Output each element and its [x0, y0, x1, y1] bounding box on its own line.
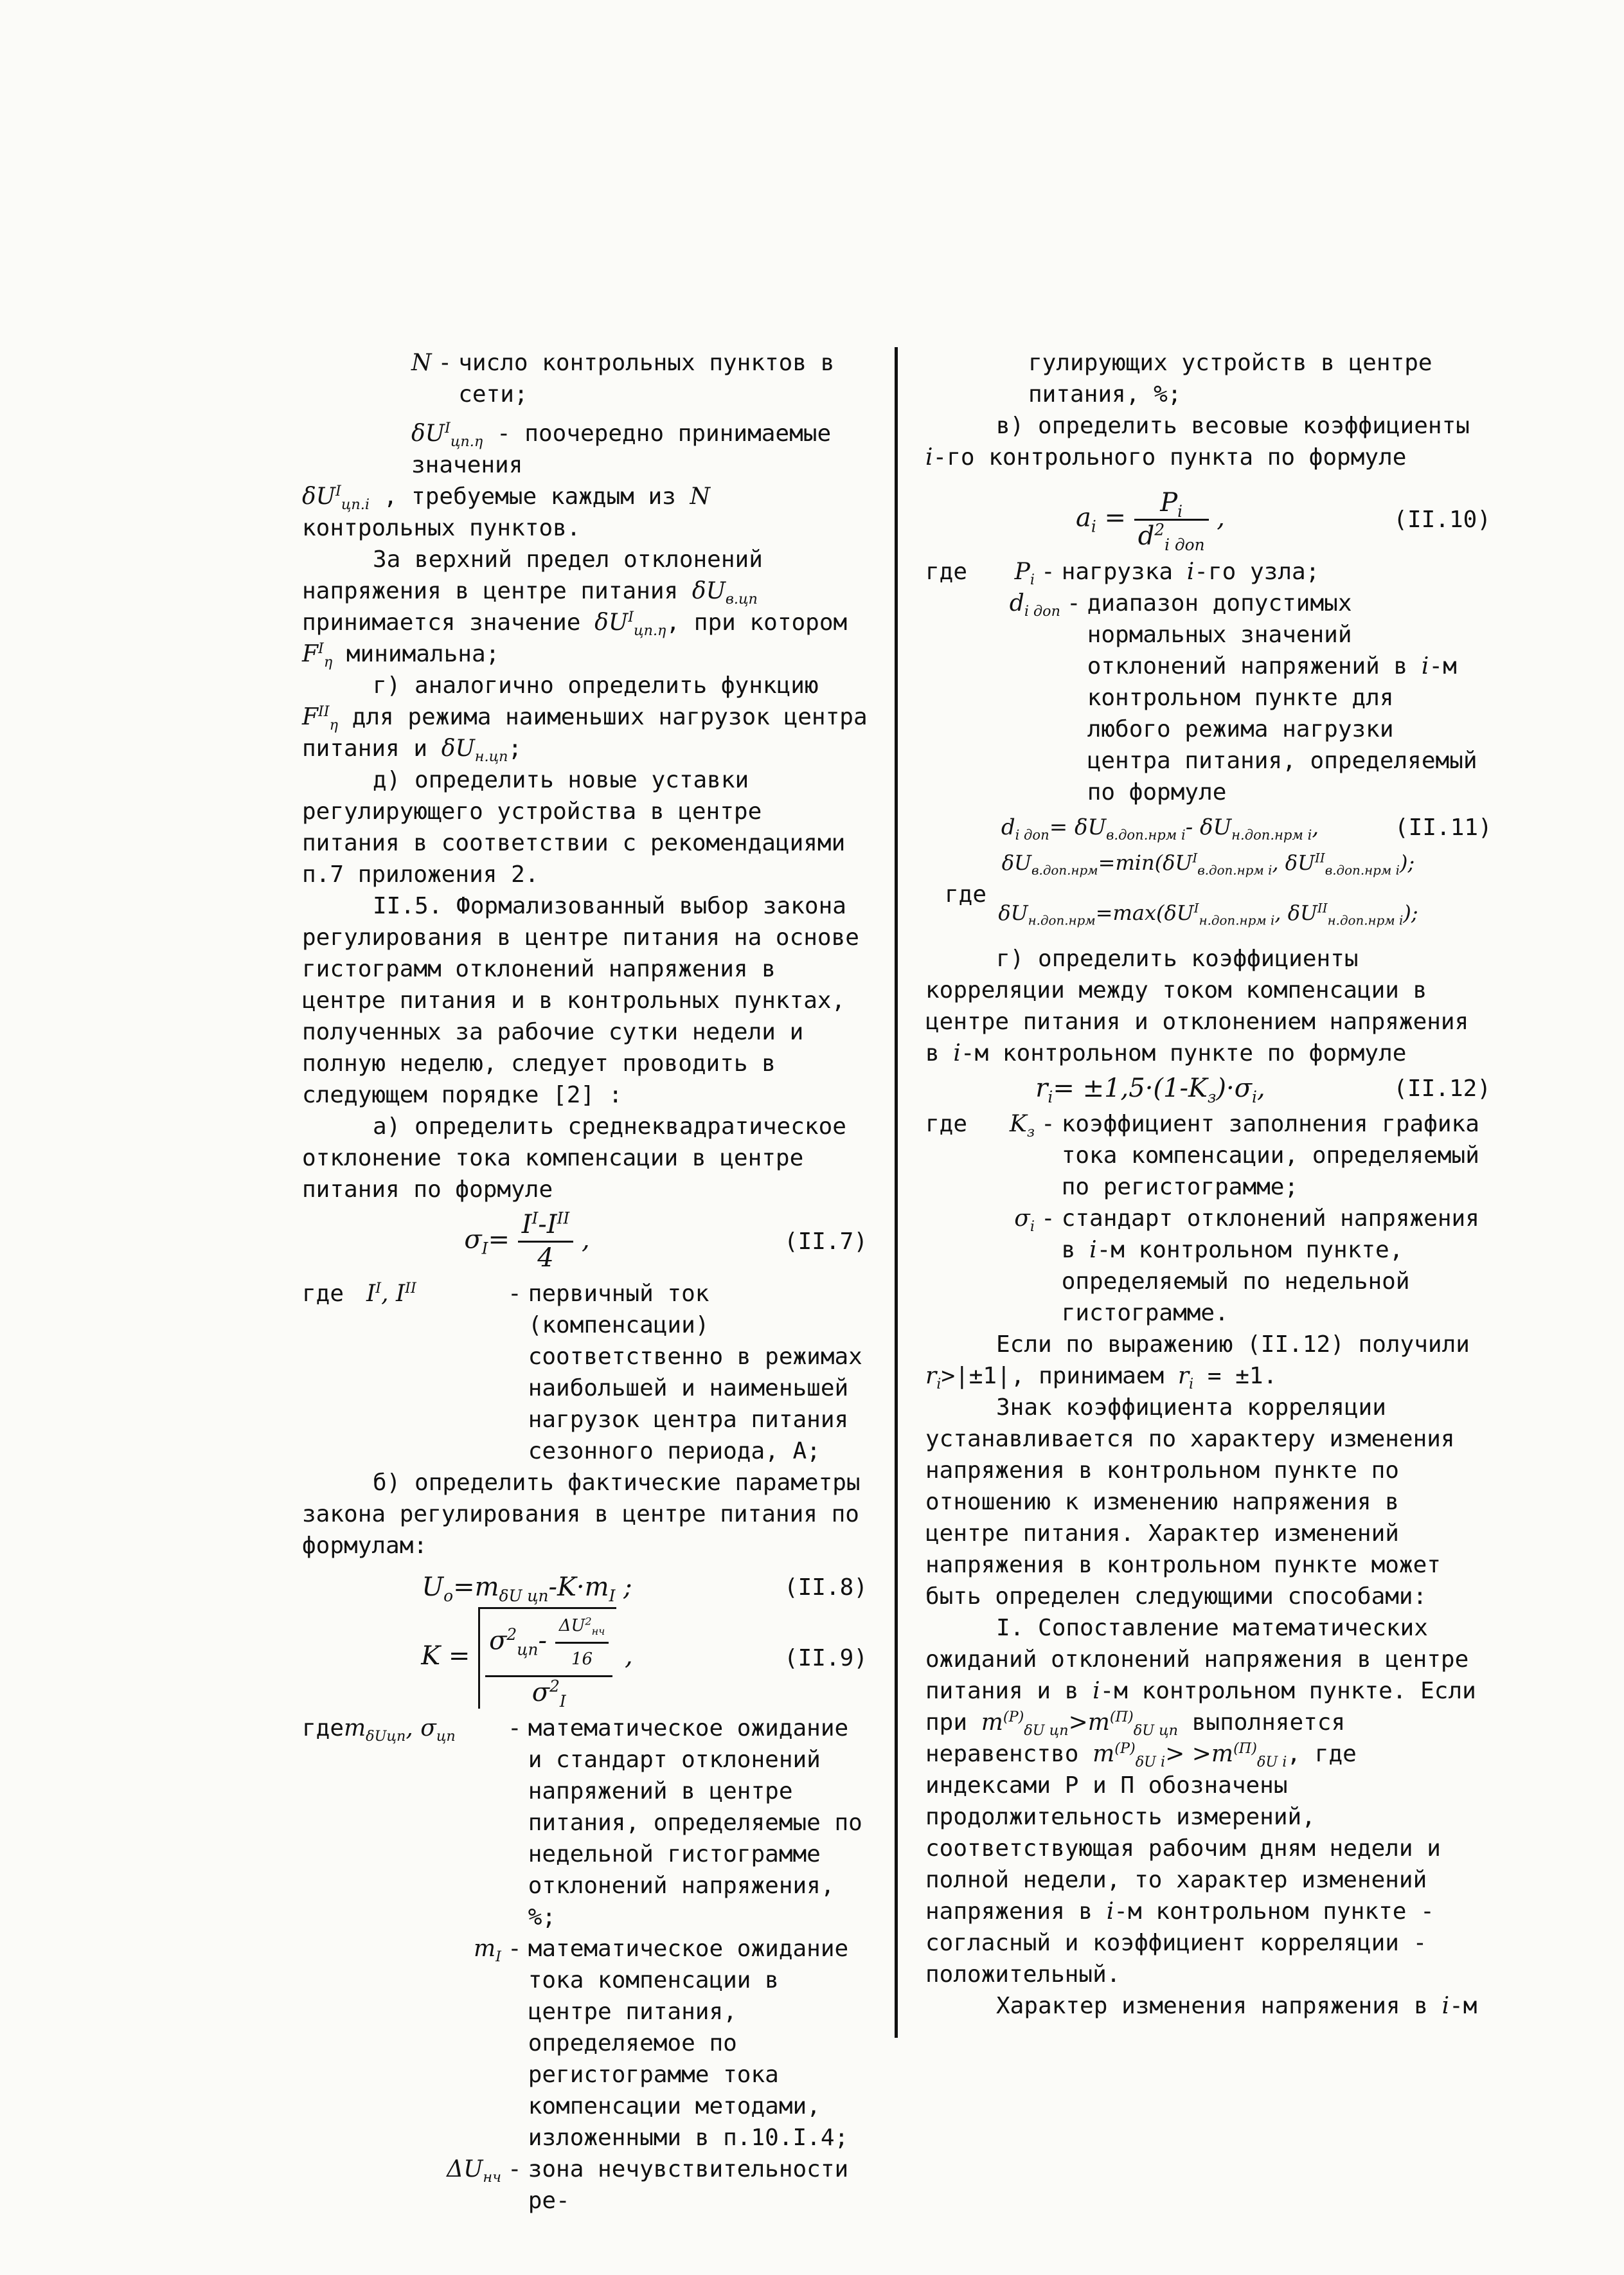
definition-m-du: гдеm$_{\delta Uцп}$, $\sigma_{цп}$ - математическое ожидание и стандарт отклонений напряжений в центре питания, определяемые по недельной гистограмме отклонений напряжения, %;: [302, 1715, 862, 1930]
paragraph-sign: Знак коэффициента корреляции устанавливается по характеру изменения напряжения в контрольном пункте по отношению к изменению напряжения в центре питания. Характер изменений напряжения в контрольном пункте может быть определен следующими способами:: [925, 1394, 1455, 1610]
paragraph-if: Если по выражению (II.12) получили $r_i>|\pm 1|$, принимаем $r_i = \pm 1$.: [925, 1331, 1470, 1393]
equation-ii-12: $r_i= \pm 1,5\cdot(1-K_з)\cdot\sigma_i$, (II.12): [1035, 1074, 1491, 1106]
equation-ii-11: $d_{i доп}= \delta U_{в.доп.нрм i}-$ $\delta U_{н.доп.нрм i}$, (II.11): [925, 812, 1491, 843]
definition-currents: где $I^I$, $I^{II}$ - первичный ток (компенсации) соответственно в режимах наибольшей и наименьшей нагрузок центра питания сезонного периода, А;: [302, 1280, 862, 1464]
paragraph-a: а) определить среднеквадратическое отклонение тока компенсации в центре питания по формуле: [302, 1113, 846, 1203]
symbol: N: [411, 350, 432, 376]
definition-sigma: $\sigma_i$ - стандарт отклонений напряжения в i-м контрольном пункте, определяемый по недельной гистограмме.: [1014, 1205, 1479, 1326]
column-divider: [895, 347, 898, 2038]
paragraph-method-1: I. Сопоставление математических ожиданий отклонений напряжения в центре питания и в i-м контрольном пункте. Если при $m^{(P)}_{\delta U цп}>m^{(П)}_{\delta U цп}$ выполняется неравенство $m^{(P)}_{\delta U i}> >m^{(П)}_{\delta U i}$, где индексами Р и П обозначены продолжительность измерений, соответствующая рабочим дням недели и полной недели, то характер изменений напряжения в i-м контрольном пункте - согласный и коэффициент корреляции - положительный.: [925, 1615, 1476, 1988]
equation-max: где: [945, 881, 987, 908]
continuation-text: гулирующих устройств в центре питания, %;: [1028, 350, 1432, 408]
paragraph-v: в) определить весовые коэффициенты i-го контрольного пункта по формуле: [925, 413, 1470, 471]
paragraph-g: г) аналогично определить функцию $F^{II}_\eta$ для режима наименьших нагрузок центра питания и $\delta U_{н.цп}$;: [302, 672, 868, 766]
definition-d: $d_{i доп}$ - диапазон допустимых нормальных значений отклонений напряжений в i-м контрольном пункте для любого режима нагрузки центра питания, определяемый по формуле: [1009, 590, 1477, 805]
equation-min: $\delta U_{в.доп.нрм}=\min(\delta U^I_{в.доп.нрм i}$, $\delta U^{II}_{в.доп.нрм i}$);: [1001, 850, 1415, 878]
equation-ii-10: $a_i$ = $\frac{P_i}{d^2_{i доп}}$ , (II.10): [1075, 488, 1491, 554]
paragraph-d: д) определить новые уставки регулирующего устройства в центре питания в соответствии с рекомендациями п.7 приложения 2.: [302, 767, 846, 888]
definition-p: где $P_i$ - нагрузка i-го узла;: [925, 559, 1320, 589]
right-column: [925, 347, 1491, 2022]
definition-k: где $K_з$ - коэффициент заполнения графика тока компенсации, определяемый по регистограмме;: [925, 1111, 1479, 1200]
paragraph-last: Характер изменения напряжения в i-м: [996, 1993, 1477, 2019]
equation-number: (II.11): [1395, 814, 1492, 841]
definition-du: $\delta U^I_{цп.\eta}$ - поочередно принимаемые значения: [411, 420, 832, 478]
equation-number: (II.9): [783, 1644, 868, 1671]
equation-max-expr: $\delta U_{н.доп.нрм}=\max(\delta U^I_{н.доп.нрм i}$, $\delta U^{II}_{н.доп.нрм i}$);: [998, 901, 1418, 928]
definition-text: число контрольных пунктов в сети;: [458, 350, 835, 408]
equation-ii-7: $\sigma_I=$ $\frac{I^I-I^{II}}{4}$ , (II.7): [464, 1209, 868, 1273]
equation-number: (II.7): [783, 1228, 868, 1255]
definition-du-cont: $\delta U^I_{цп.i}$ , требуемые каждым из N контрольных пунктов.: [302, 483, 711, 541]
paragraph-gg: г) определить коэффициенты корреляции между током компенсации в центре питания и отклонением напряжения в i-м контрольном пункте по формуле: [925, 946, 1469, 1066]
left-column: [302, 347, 868, 2217]
equation-ii-9: K = $\sigma^2_{цп}-$ $\frac{\Delta U^2_{нч}}{16}$ $\sigma^2_I$ , (II.9): [302, 1607, 868, 1709]
definition-n: N - число контрольных пунктов в сети;: [302, 347, 868, 410]
paragraph-b: б) определить фактические параметры закона регулирования в центре питания по формулам:: [302, 1470, 861, 1559]
equation-ii-8: $U_o=m_{\delta U цп}-K\cdot m_I$ ; (II.8): [422, 1572, 868, 1605]
equation-number: (II.8): [783, 1574, 868, 1601]
definition-du-nch: $\Delta U_{нч}$ - зона нечувствительности ре-: [447, 2156, 849, 2214]
definition-m-i: $m_I$ - математическое ожидание тока компенсации в центре питания, определяемое по регистограмме тока компенсации методами, изложенными в п.10.I.4;: [474, 1936, 849, 2151]
paragraph-ii-5: II.5. Формализованный выбор закона регулирования в центре питания на основе гистограмм отклонений напряжения в центре питания и в контрольных пунктах, полученных за рабочие сутки недели и полную неделю, следует проводить в следующем порядке [2] :: [302, 893, 859, 1108]
paragraph-upper-limit: За верхний предел отклонений напряжения в центре питания $\delta U_{в.цп}$ принимается значение $\delta U^I_{цп.\eta}$, при котором $F^I_\eta$ минимальна;: [302, 546, 848, 671]
equation-number: (II.12): [1393, 1075, 1491, 1102]
equation-number: (II.10): [1393, 507, 1491, 533]
